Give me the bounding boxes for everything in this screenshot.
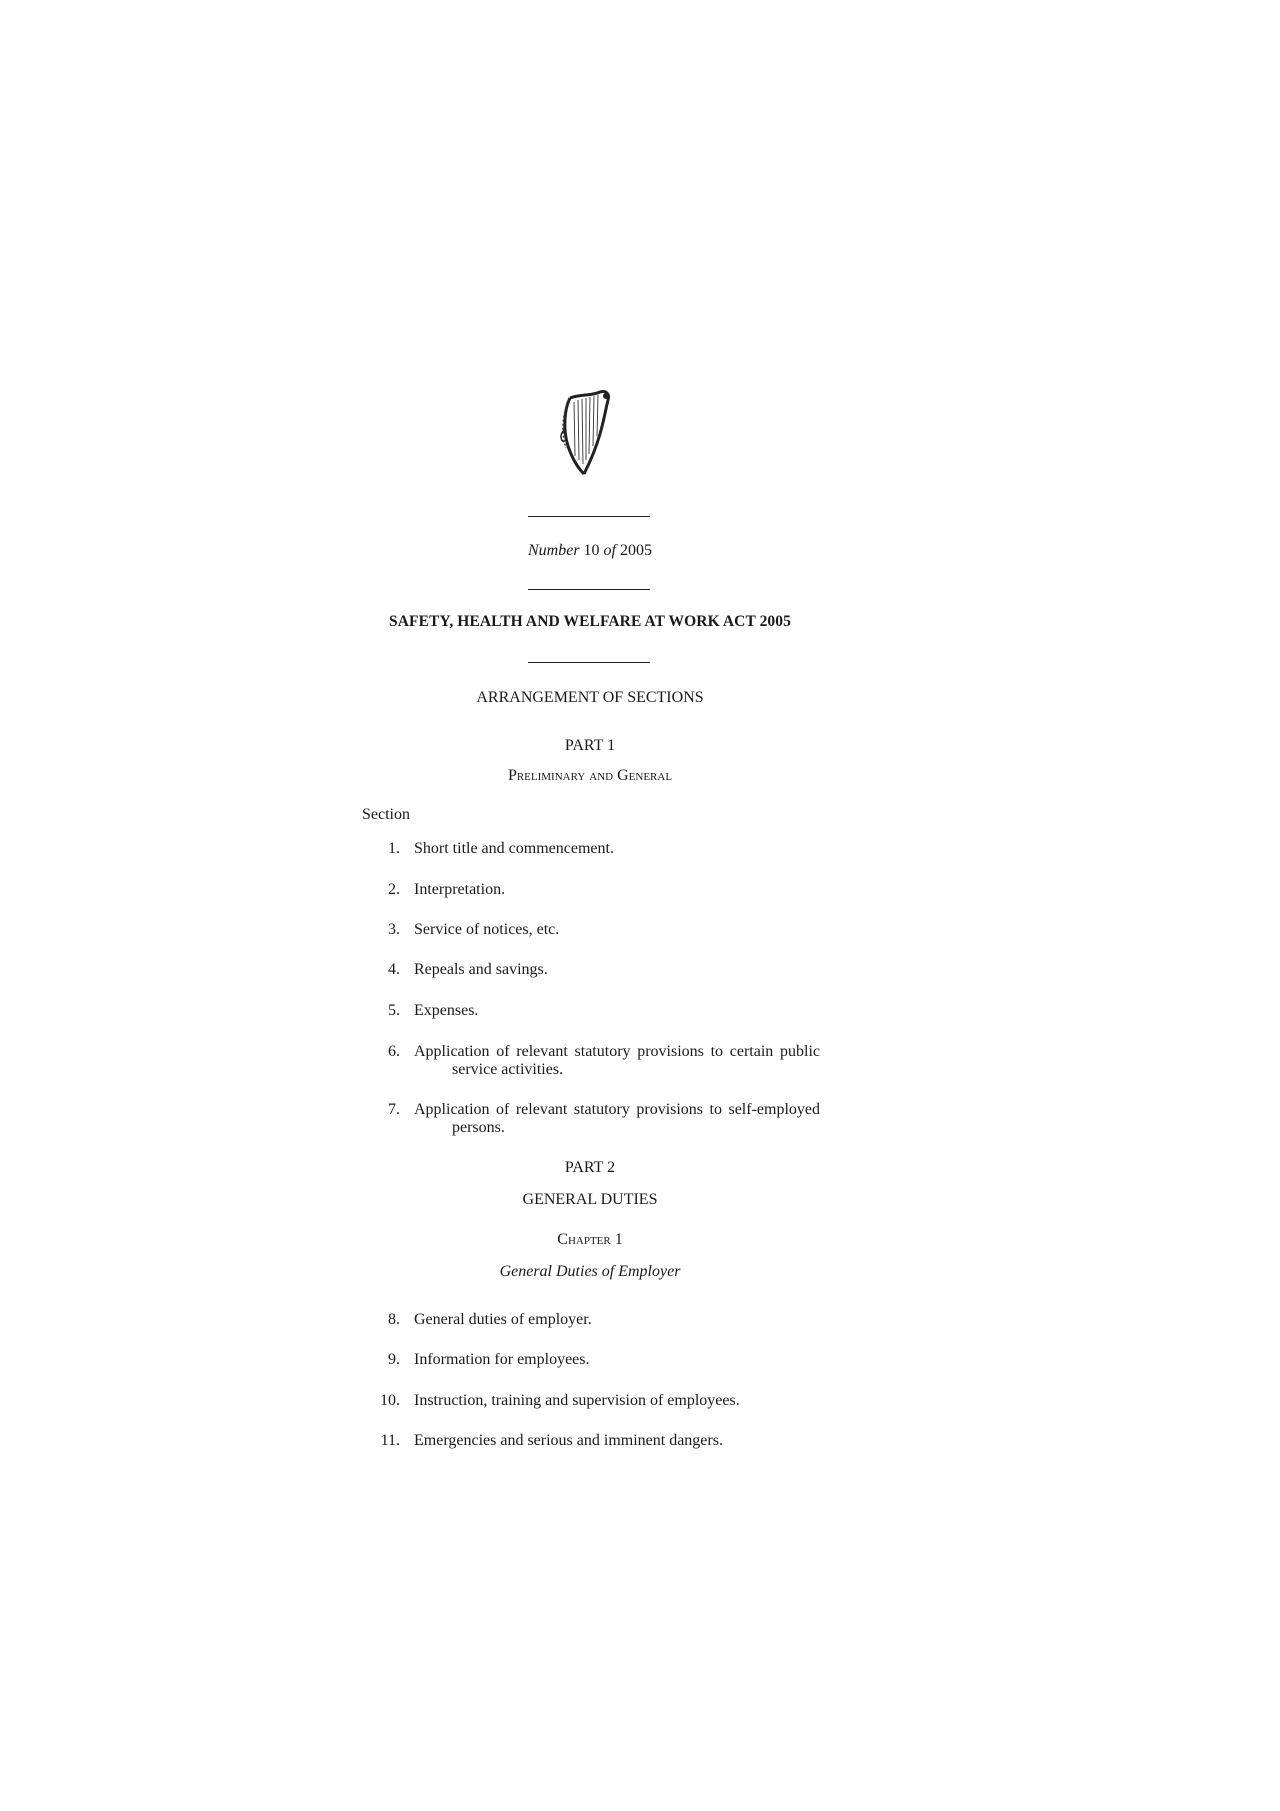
section-number: 3.: [388, 921, 400, 938]
act-number: [0, 541, 1180, 561]
section-number: 10.: [380, 1392, 400, 1409]
section-title: Repeals and savings.: [414, 961, 548, 978]
section-number: 9.: [388, 1351, 400, 1368]
chapter-1-title: General Duties of Employer: [499, 1263, 681, 1280]
arrangement-heading: ARRANGEMENT OF SECTIONS: [476, 689, 704, 706]
section-entry-8: [362, 1311, 820, 1329]
section-entry-1: [362, 840, 820, 858]
section-title: Service of notices, etc.: [414, 921, 560, 938]
section-number: 6.: [388, 1043, 400, 1060]
act-title: SAFETY, HEALTH AND WELFARE AT WORK ACT 2005: [389, 613, 791, 630]
section-entry-2: [362, 881, 820, 899]
section-title: Expenses.: [414, 1002, 479, 1019]
section-entry-5: [362, 1002, 820, 1020]
section-number: 1.: [388, 840, 400, 857]
section-number: 7.: [388, 1101, 400, 1118]
section-entry-11: [362, 1432, 820, 1450]
chapter-1-heading: Chapter 1: [557, 1231, 623, 1248]
number-value: 10: [583, 542, 600, 559]
section-title: General duties of employer.: [414, 1311, 592, 1328]
section-entry-10: [362, 1392, 820, 1410]
divider-rule-top: [528, 516, 650, 517]
section-entry-4: [362, 961, 820, 979]
divider-rule-second: [528, 589, 650, 590]
section-number: 11.: [380, 1432, 400, 1449]
harp-emblem-icon: [560, 390, 614, 476]
section-number: 5.: [388, 1002, 400, 1019]
part-2-heading: PART 2: [564, 1159, 616, 1176]
section-title: Application of relevant statutory provisions to certain public service activities.: [414, 1043, 820, 1078]
part-1-subheading: Preliminary and General: [507, 767, 673, 784]
section-entry-9: [362, 1351, 820, 1369]
number-label: Number: [527, 542, 580, 559]
section-title: Instruction, training and supervision of employees.: [414, 1392, 740, 1409]
section-number: 2.: [388, 881, 400, 898]
divider-rule-third: [528, 662, 650, 663]
section-title: Application of relevant statutory provisions to self-employed persons.: [414, 1101, 820, 1136]
section-title: Short title and commencement.: [414, 840, 614, 857]
section-title: Interpretation.: [414, 881, 506, 898]
section-title: Emergencies and serious and imminent dangers.: [414, 1432, 723, 1449]
section-entry-3: [362, 921, 820, 939]
section-entry-7: [362, 1101, 820, 1137]
section-entry-6: [362, 1043, 820, 1079]
section-number: 4.: [388, 961, 400, 978]
section-number: 8.: [388, 1311, 400, 1328]
part-1-heading: PART 1: [564, 737, 616, 754]
year-value: 2005: [620, 542, 652, 559]
section-title: Information for employees.: [414, 1351, 590, 1368]
part-2-subheading: GENERAL DUTIES: [522, 1191, 658, 1208]
of-label: of: [603, 542, 616, 559]
section-column-label: Section: [362, 806, 410, 823]
